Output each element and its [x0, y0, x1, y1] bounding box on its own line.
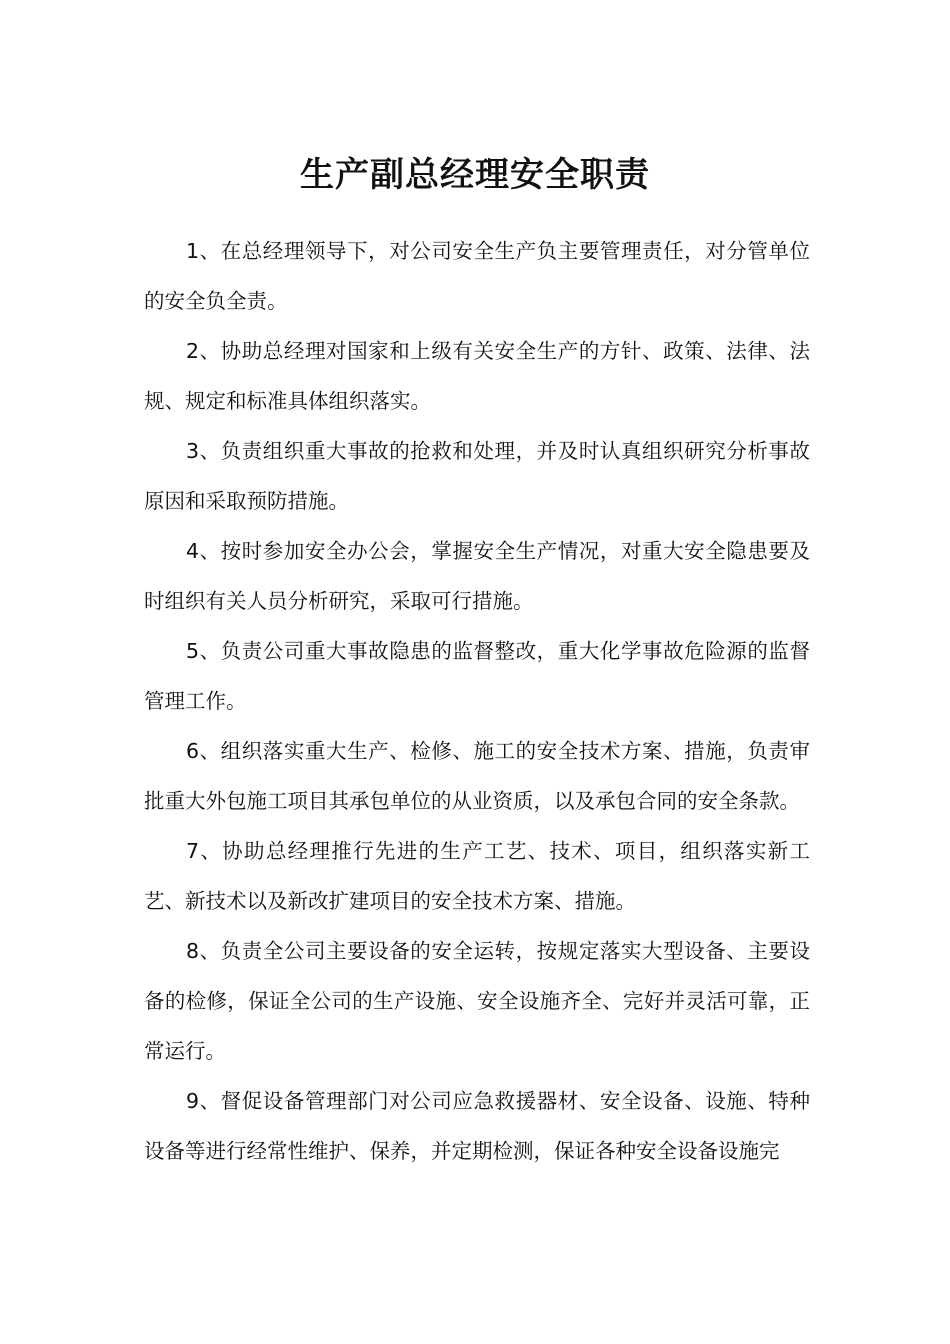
clause-8: 8、负责全公司主要设备的安全运转，按规定落实大型设备、主要设备的检修，保证全公司的生产设施、安全设施齐全、完好并灵活可靠，正常运行。: [144, 939, 810, 1063]
clause-4: 4、按时参加安全办公会，掌握安全生产情况，对重大安全隐患要及时组织有关人员分析研究，采取可行措施。: [144, 539, 810, 613]
document-title: 生产副总经理安全职责: [300, 154, 650, 195]
clause-9: 9、督促设备管理部门对公司应急救援器材、安全设备、设施、特种设备等进行经常性维护、保养，并定期检测，保证各种安全设备设施完: [144, 1089, 810, 1163]
document-body: [144, 226, 810, 1176]
clause-6: 6、组织落实重大生产、检修、施工的安全技术方案、措施，负责审批重大外包施工项目其承包单位的从业资质，以及承包合同的安全条款。: [144, 739, 810, 813]
clause-3: 3、负责组织重大事故的抢救和处理，并及时认真组织研究分析事故原因和采取预防措施。: [144, 439, 810, 513]
clause-5: 5、负责公司重大事故隐患的监督整改，重大化学事故危险源的监督管理工作。: [144, 639, 810, 713]
clause-1: 1、在总经理领导下，对公司安全生产负主要管理责任，对分管单位的安全负全责。: [144, 239, 810, 313]
clause-2: 2、协助总经理对国家和上级有关安全生产的方针、政策、法律、法规、规定和标准具体组织落实。: [144, 339, 810, 413]
clause-7: 7、协助总经理推行先进的生产工艺、技术、项目，组织落实新工艺、新技术以及新改扩建项目的安全技术方案、措施。: [144, 839, 810, 913]
